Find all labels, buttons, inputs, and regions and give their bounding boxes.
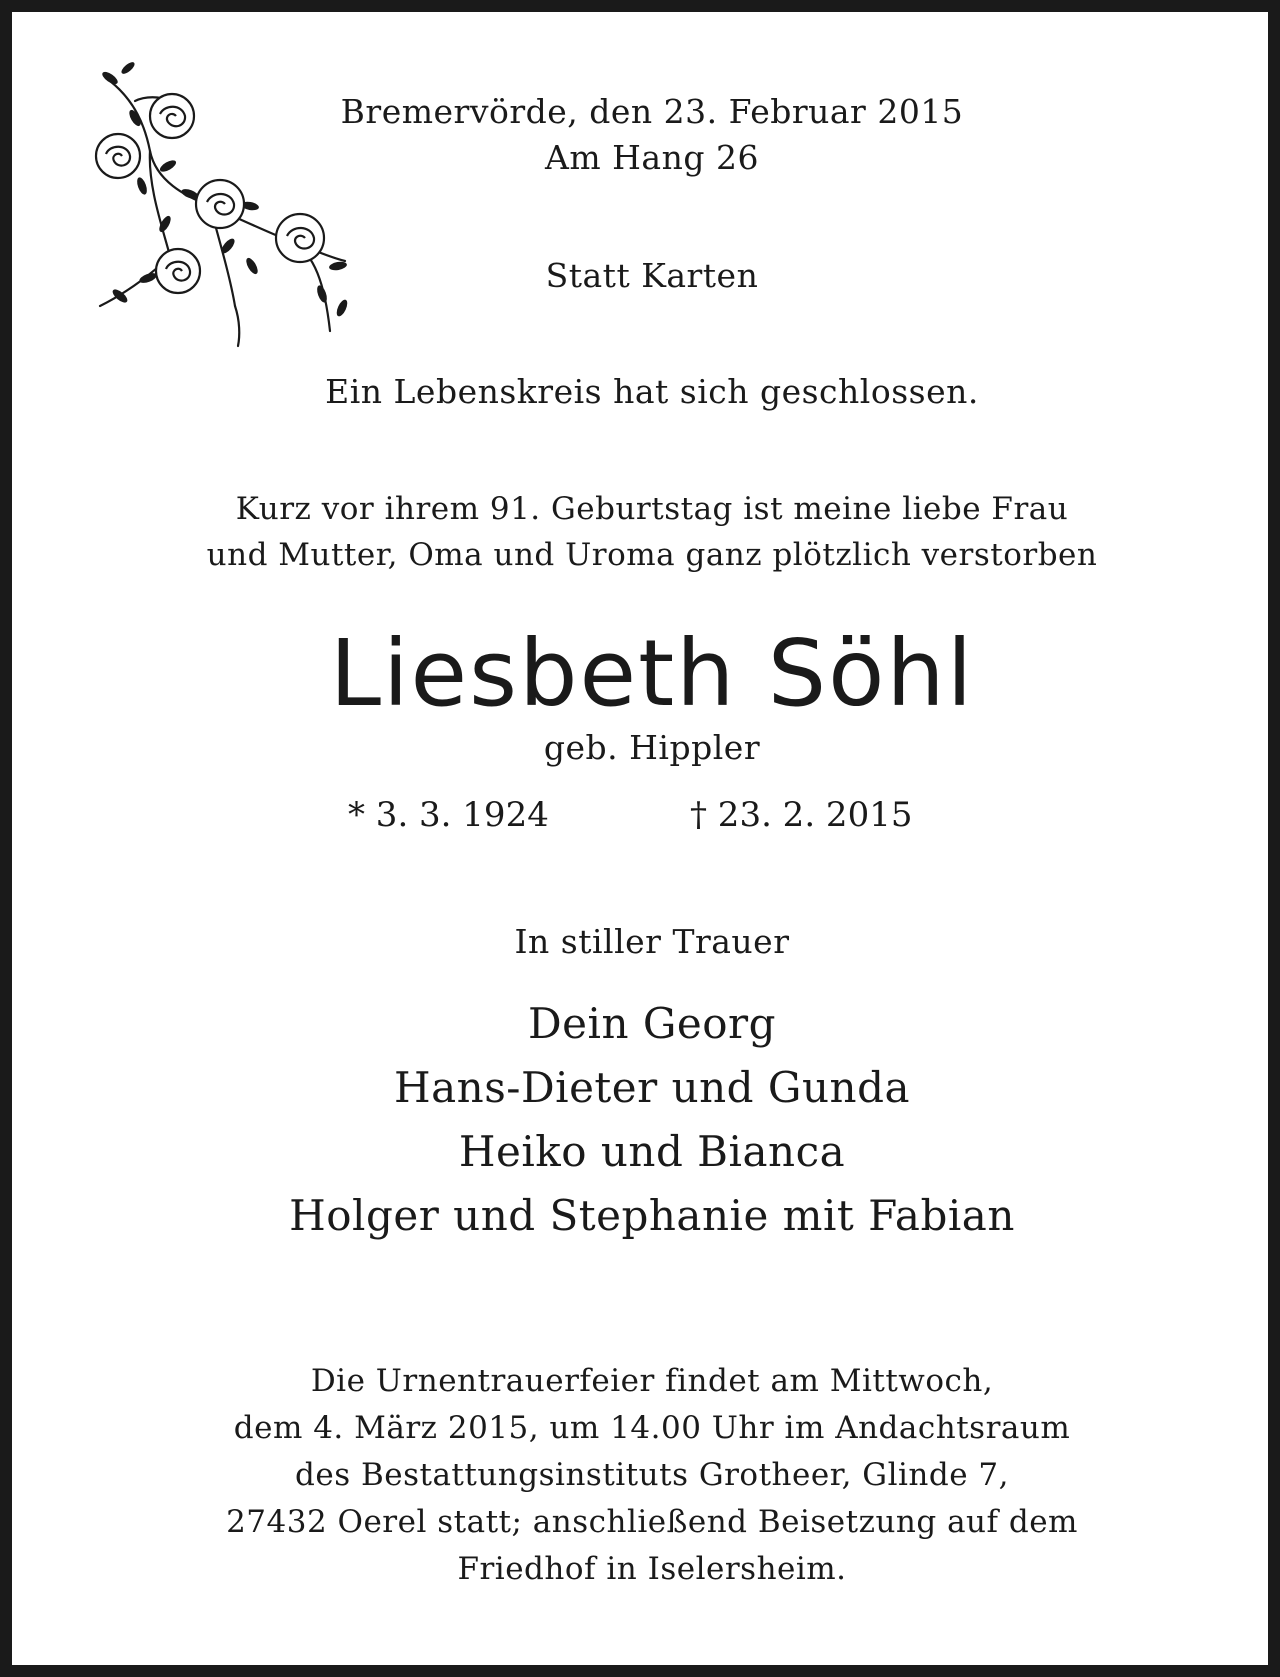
ceremony-line-4: 27432 Oerel statt; anschließend Beisetzung auf dem xyxy=(226,1504,1078,1540)
place-date: Bremervörde, den 23. Februar 2015 xyxy=(340,92,964,131)
birth-name: geb. Hippler xyxy=(543,728,761,767)
intro-line-2: und Mutter, Oma und Uroma ganz plötzlich verstorben xyxy=(206,537,1098,573)
deceased-name: Liesbeth Söhl xyxy=(329,620,975,727)
intro-line-1: Kurz vor ihrem 91. Geburtstag ist meine liebe Frau xyxy=(235,491,1069,527)
motto: Ein Lebenskreis hat sich geschlossen. xyxy=(325,372,979,411)
address: Am Hang 26 xyxy=(545,138,759,177)
mourner-1: Dein Georg xyxy=(527,999,777,1048)
mourner-3: Heiko und Bianca xyxy=(458,1127,846,1176)
statt-karten: Statt Karten xyxy=(545,256,759,295)
ceremony-line-2: dem 4. März 2015, um 14.00 Uhr im Andachtsraum xyxy=(233,1410,1071,1446)
ceremony-line-1: Die Urnentrauerfeier findet am Mittwoch, xyxy=(310,1363,994,1399)
ceremony-line-5: Friedhof in Iselersheim. xyxy=(457,1551,847,1587)
death-date: † 23. 2. 2015 xyxy=(690,795,913,835)
birth-date: * 3. 3. 1924 xyxy=(348,795,549,835)
mourner-4: Holger und Stephanie mit Fabian xyxy=(289,1191,1015,1240)
mourners-heading: In stiller Trauer xyxy=(514,922,790,961)
mourner-2: Hans-Dieter und Gunda xyxy=(394,1063,910,1112)
ceremony-line-3: des Bestattungsinstituts Grotheer, Glinde 7, xyxy=(295,1457,1009,1493)
